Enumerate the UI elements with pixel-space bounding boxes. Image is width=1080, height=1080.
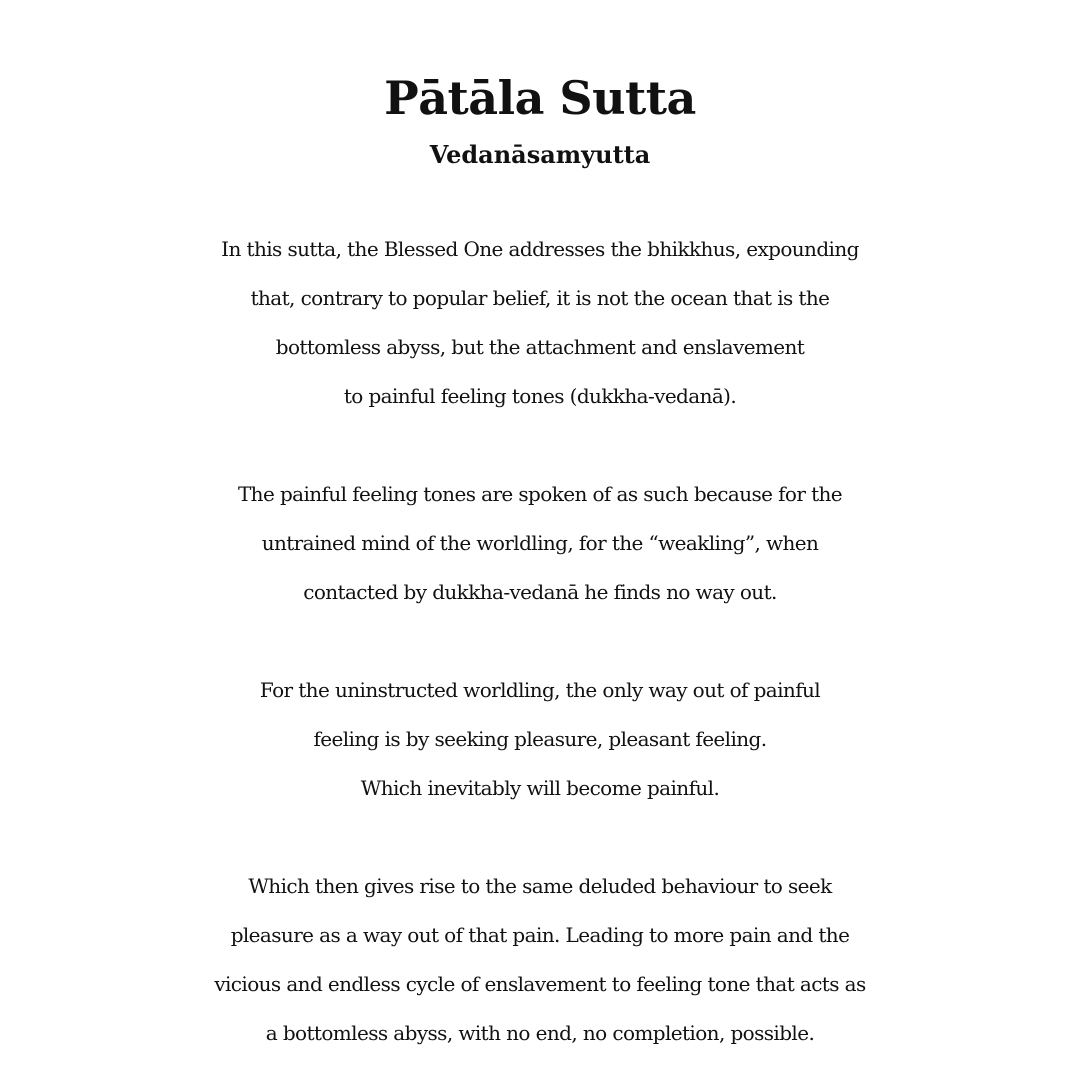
- paragraph-line: contacted by dukkha-vedanā he finds no way out.: [303, 580, 777, 604]
- paragraph-line: that, contrary to popular belief, it is not the ocean that is the: [250, 286, 830, 310]
- paragraph-line: In this sutta, the Blessed One addresses the bhikkhus, expounding: [221, 237, 859, 261]
- page-subtitle: Vedanāsamyutta: [429, 140, 651, 169]
- paragraph-line: For the uninstructed worldling, the only way out of painful: [259, 678, 821, 702]
- paragraph-line: to painful feeling tones (dukkha-vedanā).: [343, 384, 737, 408]
- paragraph-line: bottomless abyss, but the attachment and enslavement: [275, 335, 805, 359]
- paragraph-line: Which then gives rise to the same deluded behaviour to seek: [248, 874, 832, 898]
- paragraph-line: feeling is by seeking pleasure, pleasant feeling.: [313, 727, 767, 751]
- paragraph-line: pleasure as a way out of that pain. Leading to more pain and the: [230, 923, 850, 947]
- paragraph-line: untrained mind of the worldling, for the “weakling”, when: [261, 531, 819, 555]
- paragraph-line: Which inevitably will become painful.: [360, 776, 720, 800]
- paragraph-line: vicious and endless cycle of enslavement to feeling tone that acts as: [214, 972, 866, 996]
- page-title: Pātāla Sutta: [384, 71, 696, 125]
- paragraph-line: The painful feeling tones are spoken of as such because for the: [237, 482, 843, 506]
- paragraph-line: a bottomless abyss, with no end, no completion, possible.: [265, 1021, 815, 1045]
